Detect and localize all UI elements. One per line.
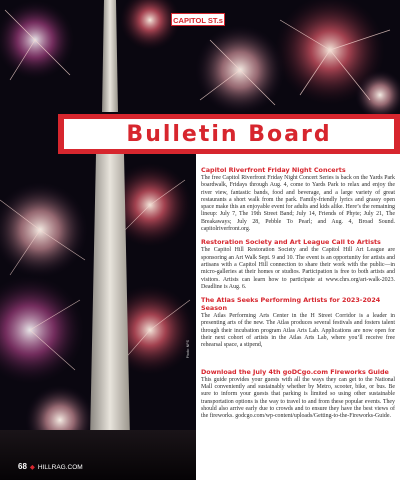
photo-credit: Photo: NPS (186, 340, 190, 359)
folio (18, 462, 83, 471)
monument-top (102, 0, 118, 112)
bullet-icon: ◆ (29, 464, 35, 471)
article (201, 166, 395, 233)
folio-site: HILLRAG.COM (37, 464, 83, 471)
article-body: This guide provides your guests with all the ways they can get to the National Mall conveniently and sustainably whether by Metro, scooter, bike, or bus. Be sure to inform your guests that parking is limited so using other sustainable transportation options is the way to travel to and from these popular events. They should also arrive early due to crowds and to ensure they have the best views of the fireworks. godcgo.com/wp-content/uploads/Getting-to-the-Fireworks-Guide. (201, 376, 395, 420)
article (201, 368, 395, 421)
article-headline: Restoration Society and Art League Call to Artists (201, 238, 381, 247)
article-body: The Capitol Hill Restoration Society and the Capitol Hill Art League are sponsoring an Art Walk Sept. 9 and 10. The event is an opportunity for artists and artisans with a Capitol Hill connection to share their work with the public—in micro-galleries at their homes or studios. Participation is free to both artists and visitors. Artists can learn how to participate at www.chrs.org/art-walk-2023. Deadline is Aug. 6. (201, 247, 395, 290)
article-headline: Download the July 4th goDCgo.com Fireworks Guide (201, 367, 389, 376)
monument-lower (90, 150, 130, 440)
section-tag: CAPITOL ST.s (171, 13, 225, 26)
page-title: Bulletin Board (126, 121, 332, 147)
banner (58, 114, 400, 154)
article-column (196, 154, 400, 480)
article-headline: The Atlas Seeks Performing Artists for 2023-2024 Season (201, 296, 381, 313)
page-number: 68 (18, 462, 27, 471)
article-headline: Capitol Riverfront Friday Night Concerts (201, 166, 346, 174)
article-body: The Atlas Performing Arts Center in the H Street Corridor is a leader in presenting arts of the new. The Atlas produces several festivals and fosters talent through their incubation program Atlas Arts Lab. Applications are now open for their next cohort of artists in the Atlas Arts Lab, where you’ll receive free rehearsal space, a stipend, (201, 313, 395, 349)
article (201, 238, 395, 291)
banner-inner (64, 119, 394, 149)
article (201, 296, 395, 349)
article-body: The free Capitol Riverfront Friday Night Concert Series is back on the Yards Park boardwalk, Fridays through Aug. 4, come to Yards Park to relax and enjoy the river view, fantastic bands, food and beverage, and a large variety of great restaurants a short walk from the park. Family-friendly lyrics and grassy open space make this an enjoyable event for adults and kids alike. Here’s the remaining lineup: July 7, The 19th Street Band; July 14, Friends of Phyte; July 21, The Breakaways; July 28, Pebble To Pearl; and Aug. 4, Broad Sound. capitolriverfront.org. (201, 175, 395, 233)
